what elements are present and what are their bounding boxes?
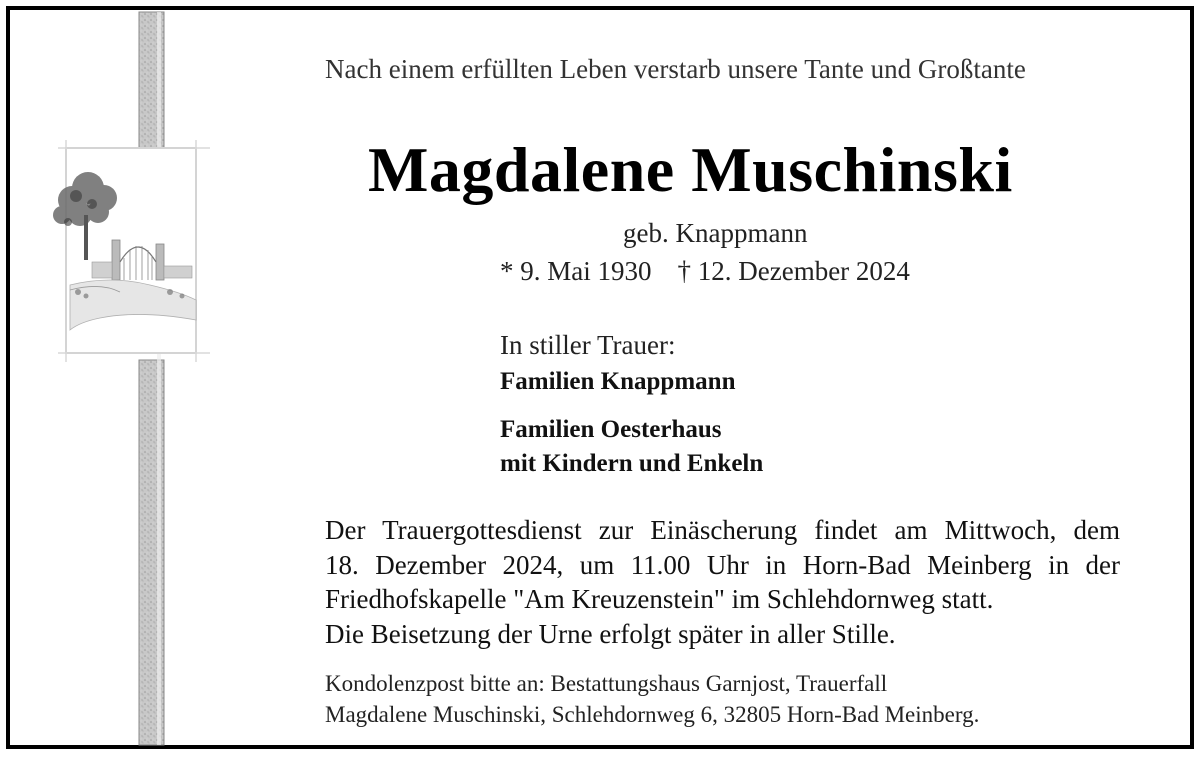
family-name-3: mit Kindern und Enkeln bbox=[500, 450, 764, 477]
condolence-line: Kondolenzpost bitte an: Bestattungshaus Garnjost, Trauerfall bbox=[325, 671, 888, 696]
service-line: Der Trauergottesdienst zur Einäscherung findet am Mittwoch, dem bbox=[325, 515, 1120, 545]
family-name-1: Familien Knappmann bbox=[500, 368, 736, 395]
service-line: Die Beisetzung der Urne erfolgt später in aller Stille. bbox=[325, 618, 896, 649]
intro-text: Nach einem erfüllten Leben verstarb unsere Tante und Großtante bbox=[325, 54, 1026, 84]
deceased-name-text: Magdalene Muschinski bbox=[368, 134, 1013, 205]
service-line: 18. Dezember 2024, um 11.00 Uhr in Horn-Bad Meinberg in der bbox=[325, 549, 1120, 580]
life-dates bbox=[500, 256, 910, 287]
deceased-name bbox=[0, 133, 1200, 207]
birth-date: * 9. Mai 1930 bbox=[500, 256, 652, 286]
condolence-line: Magdalene Muschinski, Schlehdornweg 6, 32805 Horn-Bad Meinberg. bbox=[325, 702, 980, 727]
service-line: Friedhofskapelle "Am Kreuzenstein" im Schlehdornweg statt. bbox=[325, 584, 994, 614]
service-paragraph bbox=[325, 513, 1120, 651]
family-name-2: Familien Oesterhaus bbox=[500, 416, 722, 443]
death-date: † 12. Dezember 2024 bbox=[677, 256, 910, 286]
mourning-label: In stiller Trauer: bbox=[500, 330, 676, 360]
cross-landscape-illustration bbox=[0, 0, 240, 759]
birth-name: geb. Knappmann bbox=[623, 218, 808, 248]
condolence-paragraph bbox=[325, 668, 979, 730]
